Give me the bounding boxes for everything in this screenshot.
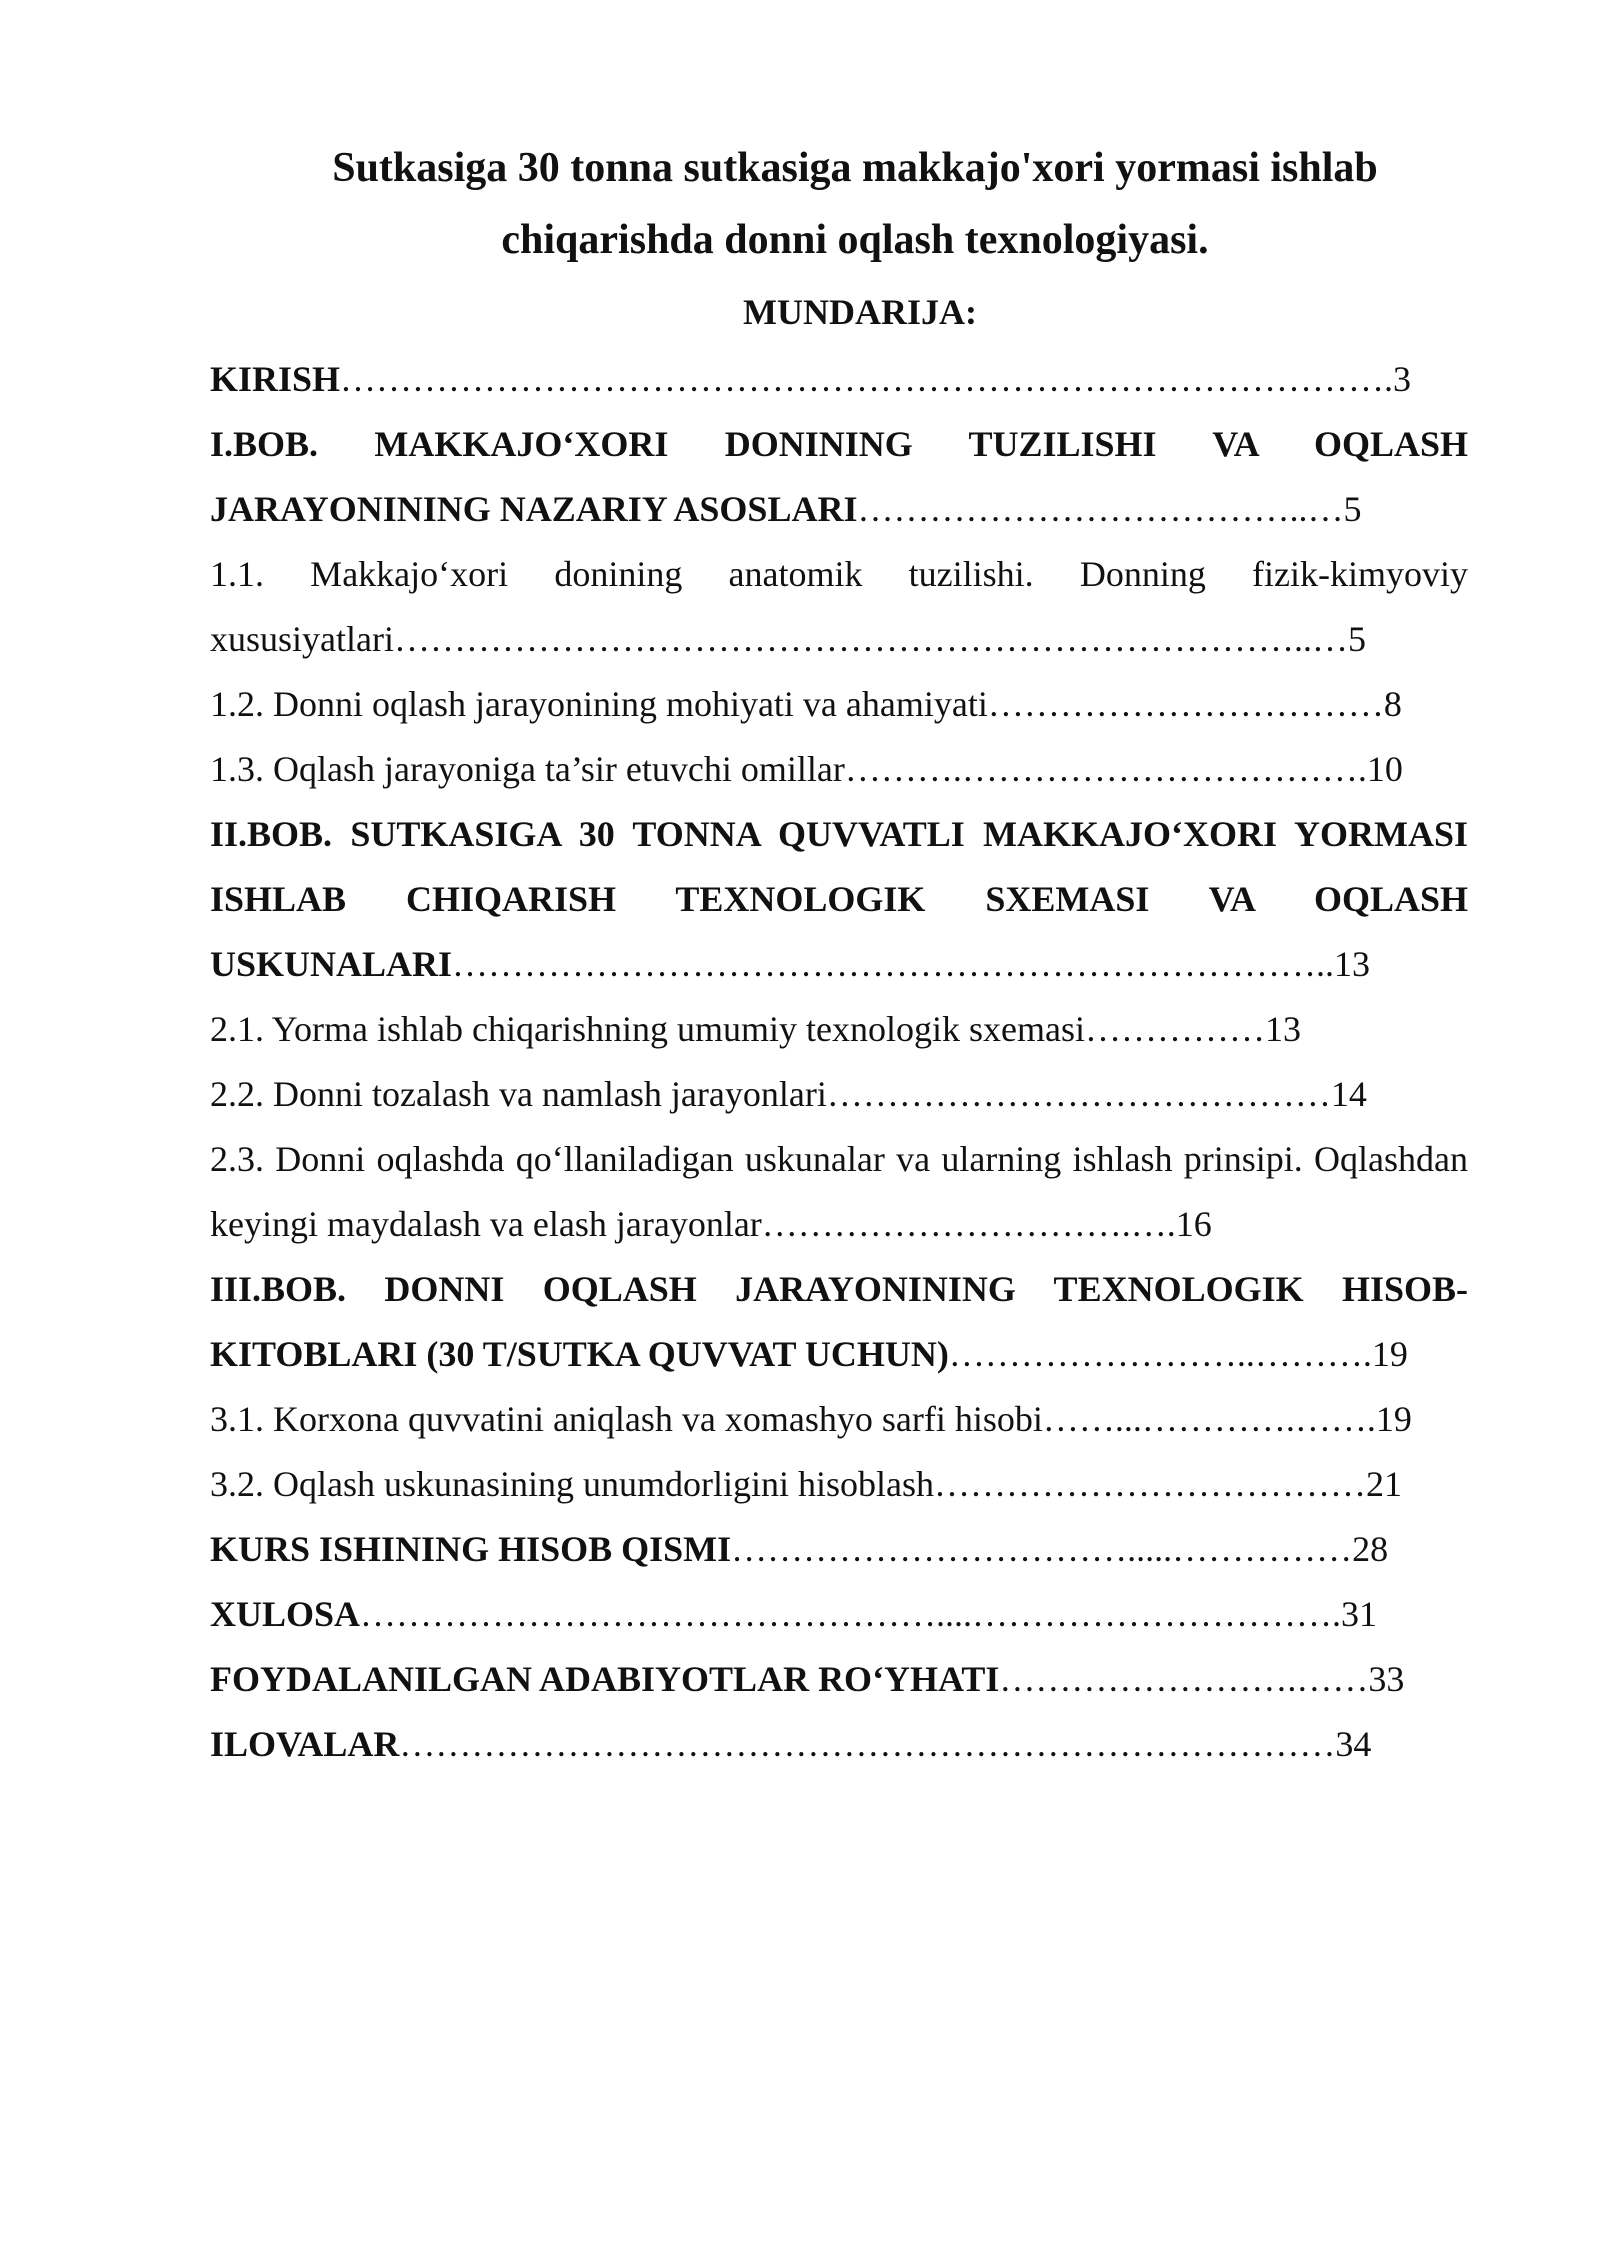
toc-dot-leader: …………………………………………....………………………….: [360, 1594, 1342, 1634]
toc-dot-leader: ……………………………………………………………………: [399, 1724, 1336, 1764]
toc-dot-leader: ……...………….…….: [1042, 1399, 1376, 1439]
toc-dot-leader: ……………………………………………………………………………: [340, 359, 1385, 399]
toc-entry-chapter-3[interactable]: [210, 1257, 1468, 1387]
toc-page-number: 13: [1264, 1009, 1301, 1049]
table-of-contents: [210, 347, 1468, 1777]
toc-dot-leader: ……………: [1084, 1009, 1265, 1049]
toc-entry-title: 2.1. Yorma ishlab chiqarishning umumiy texnologik sxemasi: [210, 1009, 1085, 1049]
toc-entry-title: KIRISH: [210, 359, 341, 399]
toc-dot-leader: ………………………………..…: [857, 489, 1344, 529]
toc-page-number: 16: [1175, 1204, 1212, 1244]
toc-dot-leader: ………………………………………………………………..: [452, 944, 1335, 984]
toc-entry-title: II.BOB. SUTKASIGA 30 TONNA QUVVATLI MAKKAJO‘XORI YORMASI ISHLAB CHIQARISH TEXNOLOGIK SXEMASI VA OQLASH USKUNALARI: [210, 814, 1468, 984]
toc-entry-section-3-1[interactable]: [210, 1387, 1468, 1452]
toc-page-number: 10: [1366, 749, 1403, 789]
toc-page-number: 19: [1371, 1334, 1408, 1374]
toc-entry-section-1-1[interactable]: [210, 542, 1468, 672]
toc-entry-section-2-3[interactable]: [210, 1127, 1468, 1257]
toc-entry-title: 2.2. Donni tozalash va namlash jarayonlari: [210, 1074, 827, 1114]
toc-dot-leader: …………………………………………………………………..…: [393, 619, 1348, 659]
toc-entry-references[interactable]: [210, 1647, 1468, 1712]
toc-entry-kirish[interactable]: [210, 347, 1468, 412]
toc-entry-title: 1.3. Oqlash jarayoniga ta’sir etuvchi omillar: [210, 749, 845, 789]
toc-page-number: 8: [1383, 684, 1402, 724]
toc-entry-chapter-2[interactable]: [210, 802, 1468, 997]
toc-entry-title: 3.2. Oqlash uskunasining unumdorligini hisoblash: [210, 1464, 934, 1504]
toc-entry-title: XULOSA: [210, 1594, 361, 1634]
toc-dot-leader: ……………………………………: [826, 1074, 1331, 1114]
toc-entry-section-2-1[interactable]: [210, 997, 1468, 1062]
toc-entry-xulosa[interactable]: [210, 1582, 1468, 1647]
toc-entry-calculation-part[interactable]: [210, 1517, 1468, 1582]
toc-page-number: 31: [1341, 1594, 1378, 1634]
toc-entry-title: I.BOB. MAKKAJO‘XORI DONINING TUZILISHI VA OQLASH JARAYONINING NAZARIY ASOSLARI: [210, 424, 1468, 529]
toc-entry-title: 1.2. Donni oqlash jarayonining mohiyati va ahamiyati: [210, 684, 988, 724]
toc-page-number: 13: [1334, 944, 1371, 984]
toc-entry-section-1-3[interactable]: [210, 737, 1468, 802]
toc-entry-title: 2.3. Donni oqlashda qo‘llaniladigan uskunalar va ularning ishlash prinsipi. Oqlashdan keyingi maydalash va elash jarayonlar: [210, 1139, 1468, 1244]
toc-dot-leader: ……….…………………………….: [844, 749, 1367, 789]
toc-entry-title: 1.1. Makkajo‘xori donining anatomik tuzilishi. Donning fizik-kimyoviy xususiyatlari: [210, 554, 1468, 659]
toc-entry-title: 3.1. Korxona quvvatini aniqlash va xomashyo sarfi hisobi: [210, 1399, 1043, 1439]
toc-entry-title: III.BOB. DONNI OQLASH JARAYONINING TEXNOLOGIK HISOB-KITOBLARI (30 T/SUTKA QUVVAT UCHUN): [210, 1269, 1468, 1374]
toc-entry-section-2-2[interactable]: [210, 1062, 1468, 1127]
toc-dot-leader: …………………………….....……………: [731, 1529, 1353, 1569]
toc-entry-title: ILOVALAR: [210, 1724, 400, 1764]
toc-page-number: 34: [1335, 1724, 1372, 1764]
toc-page-number: 5: [1343, 489, 1362, 529]
toc-dot-leader: …………………….……: [999, 1659, 1369, 1699]
document-title: Sutkasiga 30 tonna sutkasiga makkajo'xori yormasi ishlab chiqarishda donni oqlash texnologiyasi.: [332, 145, 1378, 263]
toc-dot-leader: ……………………..……….: [948, 1334, 1372, 1374]
toc-page-number: .3: [1384, 359, 1412, 399]
toc-entry-title: KURS ISHINING HISOB QISMI: [210, 1529, 732, 1569]
toc-page-number: 19: [1375, 1399, 1412, 1439]
toc-dot-leader: ………………………………: [934, 1464, 1366, 1504]
toc-page-number: 28: [1352, 1529, 1389, 1569]
toc-page-number: 14: [1330, 1074, 1367, 1114]
toc-dot-leader: ……………………………: [987, 684, 1384, 724]
toc-page-number: 5: [1347, 619, 1366, 659]
toc-dot-leader: ………………………….….: [761, 1204, 1176, 1244]
toc-entry-section-3-2[interactable]: [210, 1452, 1468, 1517]
toc-page-number: 21: [1366, 1464, 1402, 1504]
toc-page-number: 33: [1368, 1659, 1405, 1699]
toc-entry-title: FOYDALANILGAN ADABIYOTLAR RO‘YHATI: [210, 1659, 1000, 1699]
toc-entry-section-1-2[interactable]: [210, 672, 1468, 737]
toc-heading: MUNDARIJA:: [743, 292, 977, 332]
toc-entry-chapter-1[interactable]: [210, 412, 1468, 542]
toc-entry-appendices[interactable]: [210, 1712, 1468, 1777]
